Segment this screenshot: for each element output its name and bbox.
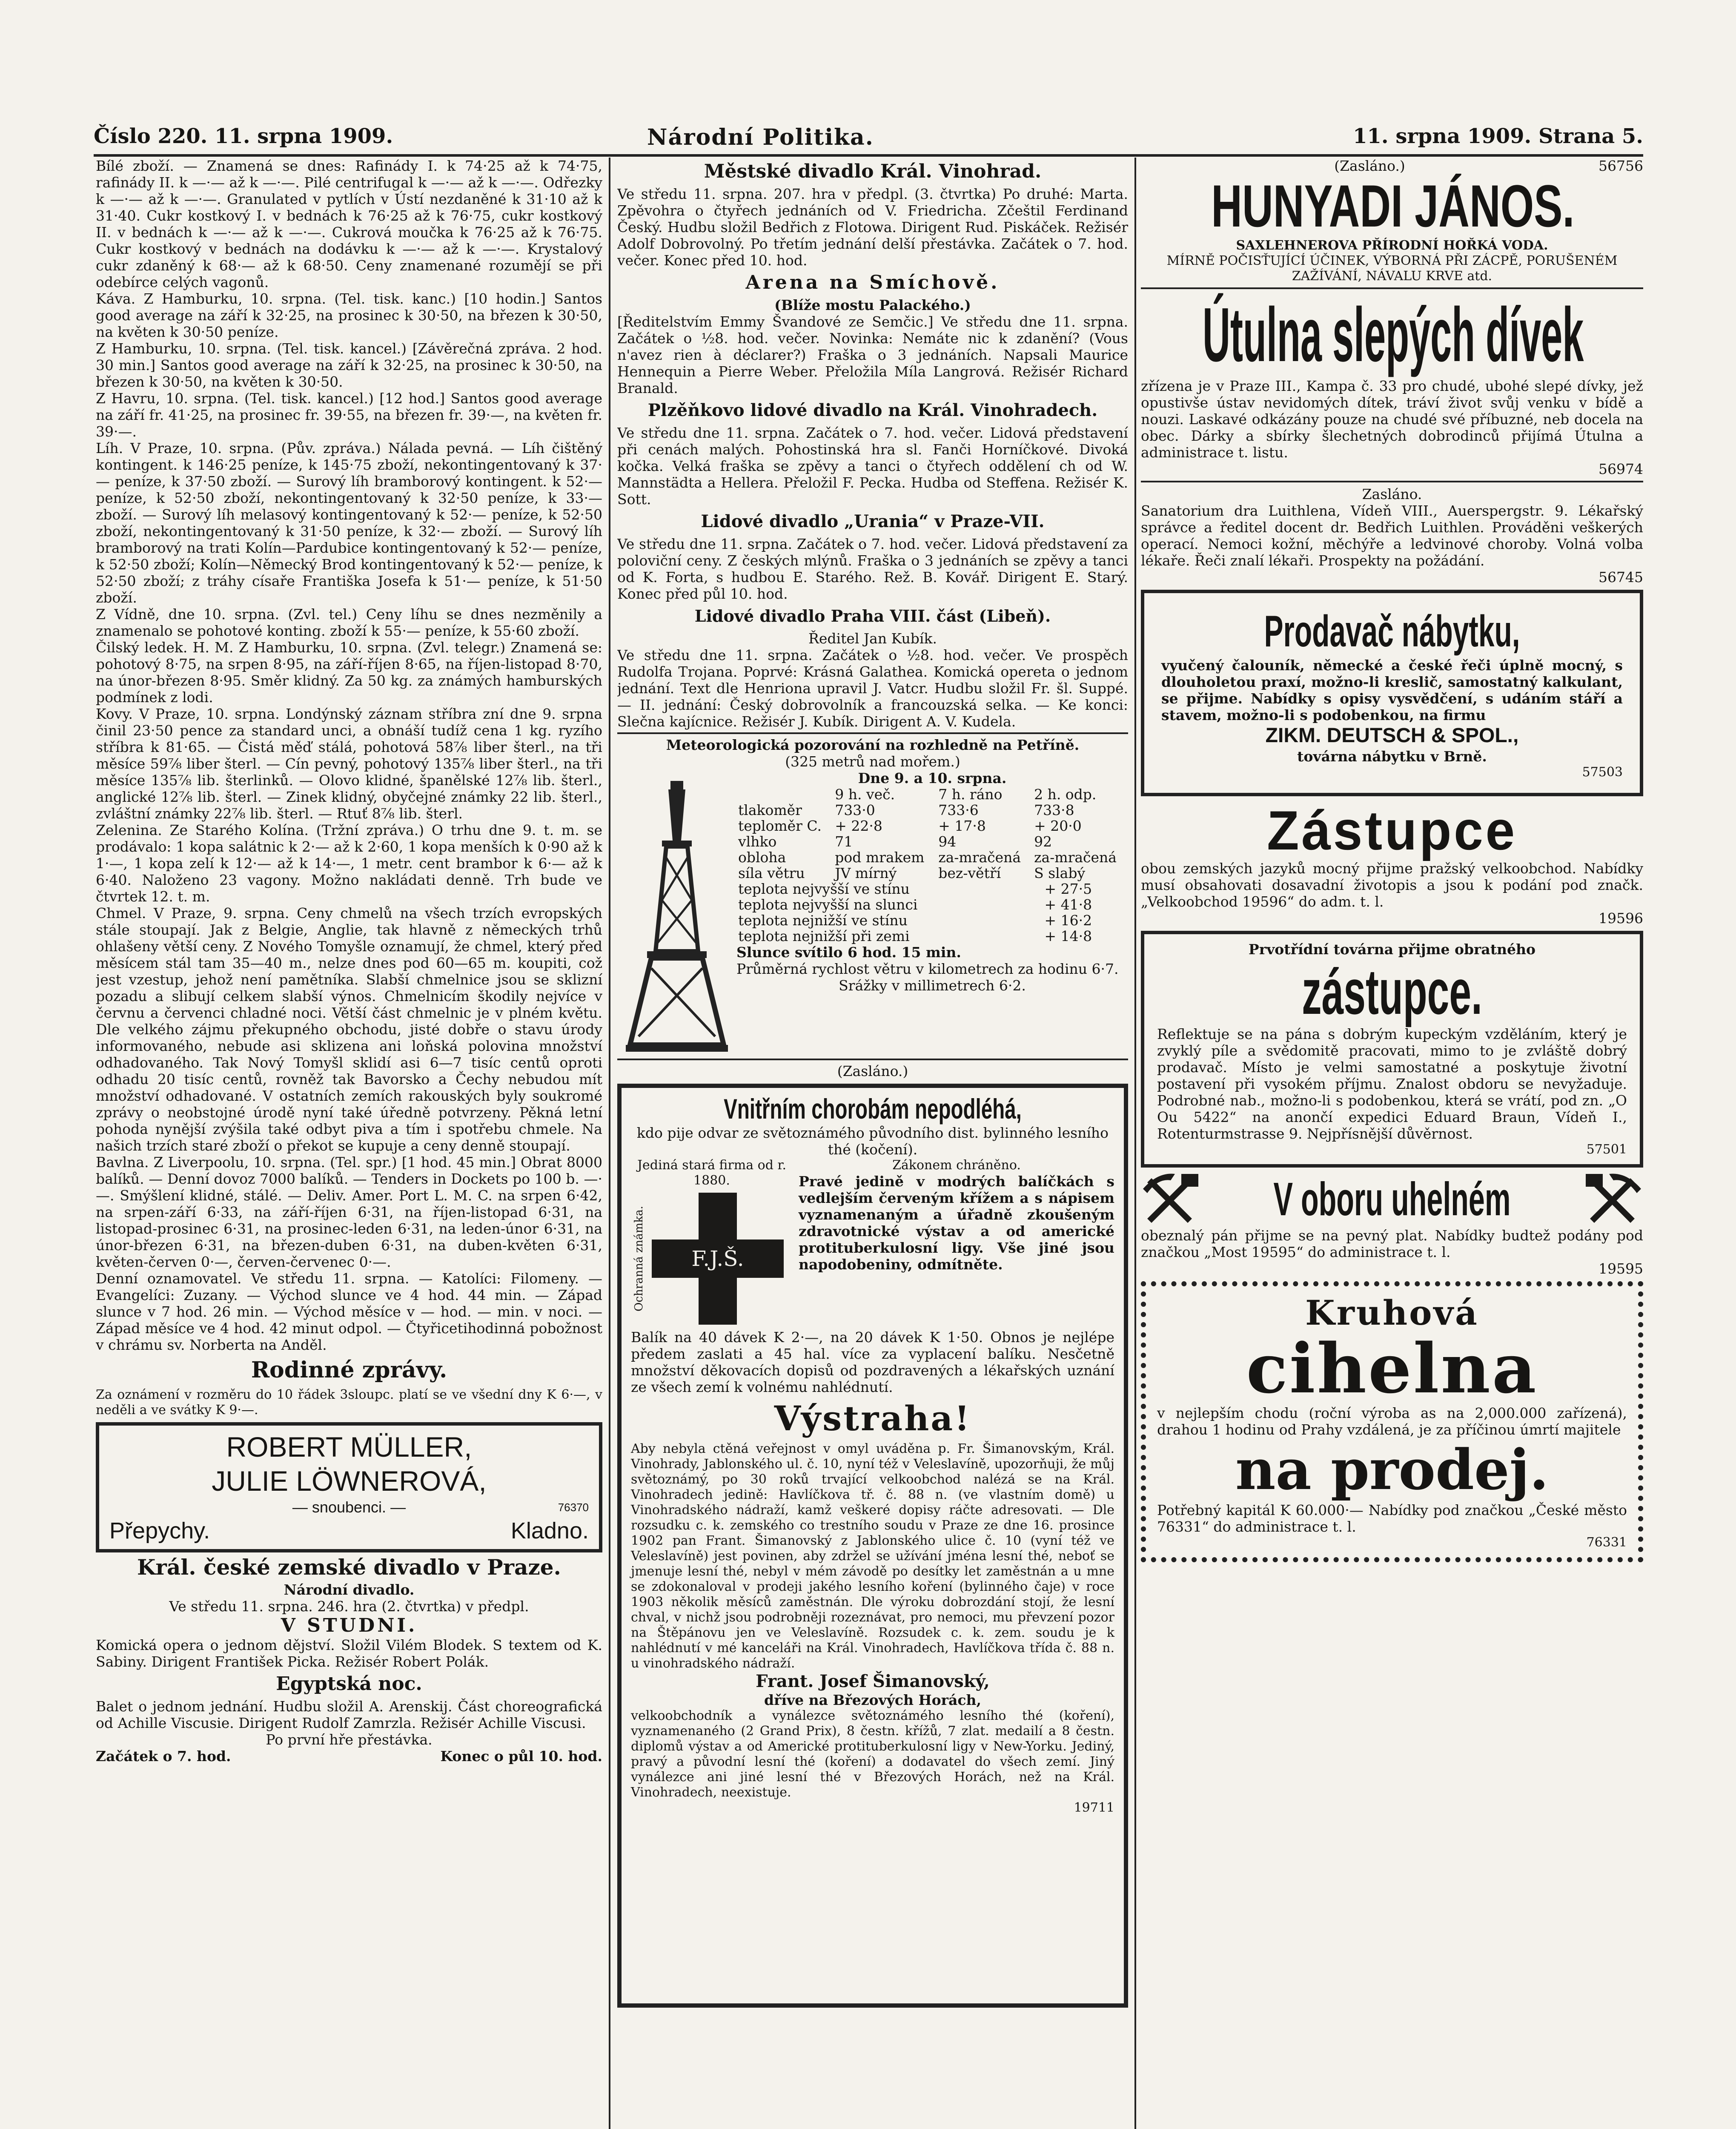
meteo-cell: teplota nejvyšší na slunci — [738, 896, 918, 913]
national-theatre-heading: Král. české zemské divadlo v Praze. — [137, 1555, 561, 1580]
agent-text: obou zemských jazyků mocný přijme pražský velkoobchod. Nabídky musí obsahovati dosavadní životopis a jsou k podání pod značk. „Velkoobchod 19596“ do adm. t. l. — [1141, 860, 1643, 910]
liben-heading: Lidové divadlo Praha VIII. část (Libeň). — [694, 606, 1051, 626]
vegetables-report: Zelenina. Ze Starého Kolína. (Tržní zpráva.) O trhu dne 9. t. m. se prodávalo: 1 kopa salátnic k 2·— až k 2·60, 1 kopa menších k 0·90 až k 1·—, 1 kopa zelí k 12·— až k 14·—, 1 metr. cent brambor k 6·— až k 6·40. Naloženo 23 vagony. Možno nakládati denně. Trh bude ve čtvrtek 12. t. m. — [96, 822, 602, 905]
shelter-heading: Útulna slepých dívek — [1203, 292, 1584, 378]
meteo-rain: Srážky v millimetrech 6·2. — [839, 977, 1026, 994]
play-description-egypt: Balet o jednom jednání. Hudbu složil A. Arenskij. Část choreografická od Achille Viscusie. Dirigent Rudolf Zamrzla. Režisér Achille Viscusi. — [96, 1698, 602, 1731]
meteo-cell: teplota nejnižší při zemi — [738, 928, 910, 944]
meteo-cell: za-mračená — [1034, 849, 1117, 866]
saltpetre-report: Čilský ledek. H. M. Z Hamburku, 10. srpna. (Zvl. telegr.) Znamená se: pohotový 8·75, na srpen 8·95, na září-říjen 8·65, na říjen-listopad 8·70, na únor-březen 8·95. Směr klidný. Za 50 kg. za známých hamburských podmínek z lodi. — [96, 639, 602, 706]
family-news-heading: Rodinné zprávy. — [251, 1357, 447, 1383]
meteo-wind: Průměrná rychlost větru v kilometrech za hodinu 6·7. — [736, 961, 1119, 977]
meteo-table — [736, 786, 1128, 881]
brickworks-title-2: cihelna — [1246, 1328, 1538, 1409]
brickworks-capital: Potřebný kapitál K 60.000·— Nabídky pod značkou „České město 76331“ do administrace t. l. — [1157, 1502, 1627, 1535]
signature-name: Frant. Josef Šimanovský, — [756, 1671, 990, 1691]
furniture-text: vyučený čalouník, německé a české řeči úplně mocný, s dlouholetou praxí, možno-li kreslič, samostatný kalkulant, se přijme. Nabídky s opisy vysvědčení, s udáním stáří a stavem, možno-li s podobenkou, na firmu — [1161, 657, 1623, 723]
furniture-ad — [1141, 590, 1643, 796]
furniture-firm-sub: továrna nábytku v Brně. — [1297, 748, 1487, 765]
section-rule — [617, 1059, 1128, 1060]
engagement-name-1: ROBERT MÜLLER, — [226, 1431, 472, 1463]
table-row — [736, 897, 1128, 912]
meteo-col: 2 h. odp. — [1034, 786, 1097, 803]
column-market-reports — [96, 158, 602, 2129]
table-row — [736, 834, 1128, 849]
ad-number: 57501 — [1586, 1142, 1627, 1157]
sent-in-label: (Zasláno.) — [837, 1063, 908, 1079]
warning-text: Aby nebyla ctěná veřejnost v omyl uváděna p. Fr. Šimanovským, Král. Vinohrady, Jablonského ul. č. 10, nyní též v Veleslavíně, upozorňuji, že můj světoznámý, po 30 roků trvající velkoobchod nalézá se na Král. Vinohradech jedině: Havlíčkova tř. č. 88 n. (ve vlastním domě) u Vinohradského nádraží, kamž veškeré dopisy ráčte adresovati. — Dle rozsudku c. k. zemského co trestního soudu v Praze ze dne 16. prosince 1902 pan Frant. Šimanovský z Jablonského ulice č. 10 (vyní též ve Veleslavíně) jest povinen, aby zdržel se užívání jména lesní thé, neboť se jmenuje lesní thé, nebyl v mém závodě po desítky let zaměstnán a u mne se zdokonaloval v prodeji jakého lesního koření (bylinného čaje) v roce 1903 několik měsíců zaměstnán. Dle výroku dobrozdání stojí, že lesní chval, v nichž jsou podrobněji rozeznávat, pro nemoci, mu převzení pozor na Štěpánovu jen ve Veleslavíně. Rozsudek c. k. zem. soudu je k nahlédnutí v mé kanceláři na Král. Vinohradech, Havlíčkova třída č. 88 n. u vinohradského nádraží. — [631, 1441, 1114, 1671]
forest-tea-intro: kdo pije odvar ze světoznámého původního dist. bylinného lesního thé (kočení). — [636, 1125, 1109, 1158]
furniture-heading: Prodavač nábytku, — [1264, 607, 1520, 656]
brickworks-title-1: Kruhová — [1305, 1293, 1479, 1333]
meteo-cell: pod mrakem — [835, 849, 925, 866]
forest-tea-protected: Zákonem chráněno. — [892, 1158, 1021, 1173]
shelter-text: zřízena je v Praze III., Kampa č. 33 pro chudé, ubohé slepé dívky, jež opustivše ústav nevidomých dítek, tráví život svůj venku v bídě a nouzi. Laskavé odkázány pouze na chudé své příbuzné, neb docela na obec. Dárky a sbírky šlechetných dobrodinců přijímá Útulna a administrace t. listu. — [1141, 378, 1643, 461]
urania-heading: Lidové divadlo „Urania“ v Praze-VII. — [701, 511, 1045, 531]
table-row — [736, 802, 1128, 818]
meteo-cell: síla větru — [738, 865, 805, 881]
masthead-title: Národní Politika. — [647, 124, 874, 150]
end-time: Konec o půl 10. hod. — [440, 1748, 602, 1765]
national-theatre-sub: Národní divadlo. — [284, 1581, 415, 1598]
factory-agent-text: Reflektuje se na pána s dobrým kupeckým vzděláním, který je zvyklý píle a svědomitě pracovati, mimo to je zvláště dobrý prodavač. Místo je velmi samostatné a poskytuje životní postavení při vysokém příjmu. Znalost obdoru se nevyžaduje. Podrobné nab., možno-li s podobenkou, která se vrátí, pod zn. „O Ou 5422“ na anončí expedici Eduard Braun, Vídeň I., Rotenturmstrasse 9. Nejpřísnější důvěrnost. — [1157, 1026, 1627, 1142]
meteo-cell: 733·0 — [835, 802, 875, 818]
hops-report: Chmel. V Praze, 9. srpna. Ceny chmelů na všech trzích evropských stále stoupají. Jak z Belgie, Anglie, tak hlavně z německých trhů ohlašeny větší ceny. Z Nového Tomyšle oznamují, že chmel, který před měsícem stál tam 35—40 m., nelze dnes pod 60—65 m. koupiti, což jest vzestup, jehož není pamětníka. Slabší chmelnice jsou se sklizní pozadu a slibují celkem slabší výnos. Chmelnicím škodily nejvíce v červnu a červenci chladné noci. Větší část chmelnic je v plném květu. Dle velkého zájmu překupného obchodu, jisté dobře o stavu úrody informovaného, nebude asi sklizena ani loňská polovina množství odhadovaného. Tak Nový Tomyšl sklidí asi 6—7 tisíc centů oproti odhadu 20 tisíc centů, rovněž tak Bavorsko a Čechy nebudou mít množství odhadované. V ostatních zemích rakouských byly soukromé zprávy o neobstojné úrodě nyní také úředně potvrzeny. Pěkná letní pohoda nynější zvýšila také odbyt piva a tím i spotřebu chmele. Na našich trzích staré zboží o překot se kupuje a ceny denně stoupají. — [96, 905, 602, 1154]
meteo-cell: teplota nejnižší ve stínu — [738, 912, 908, 929]
section-rule — [617, 732, 1128, 734]
table-row — [736, 818, 1128, 834]
brickworks-sale: na prodej. — [1235, 1437, 1549, 1502]
meteo-cell: + 41·8 — [1044, 896, 1092, 913]
urania-text: Ve středu dne 11. srpna. Začátek o 7. hod. večer. Lidová představení za poloviční ceny. Z českých mlýnů. Fraška o 3 jednáních se zpěvy a tanci od K. Forta, s hudbou E. Starého. Rež. B. Kovář. Dirigent E. Starý. Konec před půl 10. hod. — [617, 536, 1128, 602]
table-row — [736, 849, 1128, 865]
factory-agent-top: Prvotřídní továrna přijme obratného — [1248, 941, 1536, 958]
meteo-cell: + 14·8 — [1044, 928, 1092, 944]
engagement-place-left: Přepychy. — [109, 1518, 210, 1544]
hammer-pick-left-icon — [1141, 1172, 1200, 1227]
spirit-vienna: Z Vídně, dne 10. srpna. (Zvl. tel.) Ceny líhu se dnes nezměnily a znamenalo se pohotové konting. zboží k 55·— peníze, k 55·60 zboží. — [96, 606, 602, 639]
meteo-cell: obloha — [738, 849, 786, 866]
table-row — [736, 865, 1128, 881]
engagement-name-2: JULIE LÖWNEROVÁ, — [212, 1465, 487, 1497]
engagement-place-right: Kladno. — [510, 1518, 589, 1544]
vinohrady-theatre-text: Ve středu 11. srpna. 207. hra v předpl. (3. čtvrtka) Po druhé: Marta. Zpěvohra o čtyřech jednáních od V. Friedricha. Zčeštil Ferdinand Český. Hudbu složil Bedřich z Flotowa. Dirigent Rud. Piskáček. Režisér Adolf Dobrovolný. Po třetím jednání delší přestávka. Začátek o 7. hod. večer. Konec před 10. hod. — [617, 186, 1128, 269]
header-rule — [94, 154, 1643, 157]
intermission-note: Po první hře přestávka. — [266, 1731, 433, 1748]
column-rule-1 — [609, 158, 610, 2129]
hunyadi-sub2: MÍRNĚ POČISŤUJÍCÍ ÚČINEK, VÝBORNÁ PŘI ZÁCPĚ, PORUŠENÉM ZAŽÍVÁNÍ, NÁVALU KRVE atd. — [1166, 253, 1618, 284]
ad-number: 19595 — [1598, 1260, 1643, 1277]
forest-tea-firm: Jediná stará firma od r. 1880. — [637, 1158, 787, 1188]
meteo-subheading: (325 metrů nad mořem.) — [785, 753, 960, 770]
signature-text: velkoobchodník a vynálezce světoznámého lesního thé (koření), vyznamenaného (2 Grand Prix), 8 čestn. křížů, 7 zlat. medailí a 8 čestn. diplomů výstav a od Americké protituberkulosní ligy v New-Yorku. Jediný, pravý a původní lesní thé (koření) a dodavatel do všech zemí. Jiný vynálezce ani jiné lesní thé v Březových Horách, než na Král. Vinohradech, neexistuje. — [631, 1708, 1114, 1800]
ad-number: 56745 — [1598, 569, 1643, 585]
meteo-cell: tlakoměr — [738, 802, 802, 818]
meteo-col: 9 h. več. — [835, 786, 895, 803]
ad-number: 56756 — [1598, 158, 1643, 174]
trademark-letters: F.J.Š. — [691, 1246, 744, 1271]
meteo-cell: bez-větří — [938, 865, 1001, 881]
play-description-studni: Komická opera o jednom dějství. Složil Vilém Blodek. S textem od K. Sabiny. Dirigent František Picka. Režisér Robert Polák. — [96, 1637, 602, 1670]
column-theatres — [617, 158, 1128, 2129]
section-rule — [1141, 287, 1643, 289]
brickworks-text: v nejlepším chodu (roční výroba as na 2,000.000 zařízená), drahou 1 hodinu od Prahy vzdálená, je za příčinou úmrtí majitele — [1157, 1405, 1627, 1438]
forest-tea-ad — [617, 1084, 1128, 2008]
daily-calendar: Denní oznamovatel. Ve středu 11. srpna. — Katolíci: Filomeny. — Evangelíci: Zuzany. — Východ slunce ve 4 hod. 44 min. — Západ slunce v 7 hod. 26 min. — Východ měsíce v — hod. — min. v noci. — Západ měsíce ve 4 hod. 42 minut odpol. — Čtyřicetihodinná pobožnost v chrámu sv. Norberta na Anděl. — [96, 1270, 602, 1353]
table-row — [736, 928, 1128, 944]
metals-report: Kovy. V Praze, 10. srpna. Londýnský záznam stříbra zní dne 9. srpna činil 23·50 pence za standard unci, a obnáší tudíž cena 1 kg. ryzího stříbra k 81·65. — Čistá měď stálá, pohotová 58⅞ liber šterl., na tři měsíce 59⅞ liber šterl. — Cín pevný, pohotový 135⅞ liber šterl., na tři měsíce 135⅞ lib. šterlinků. — Olovo klidné, španělské 12⅞ lib. šterl., anglické 12⅞ lib. šterl. — Zinek klidný, obyčejné známky 22 lib. šterl., zvláštní známky 22⅞ lib. šterl. — Rtuť 8⅞ lib. šterl. — [96, 706, 602, 822]
sugar-report: Bílé zboží. — Znamená se dnes: Rafinády I. k 74·25 až k 74·75, rafinády II. k —·— až k —·—. Pilé centrifugal k —·— až k —·—. Odřezky k —·— až k —·—. Granulated v pytlích v Ústí nezdaněné k 31·10 až k 31·40. Cukr kostkový I. v bednách k 76·25 až k 76·75, cukr kostkový II. v bednách k —·— až k —·—. Cukrová moučka k 76·25 až k 76·75. Cukr kostkový v bednách na dodávku k —·— až k —·—. Krystalový cukr zdaněný k 68·— až k 68·50. Ceny znamenané rozumějí se při odebírce celých vagonů. — [96, 158, 602, 290]
factory-agent-heading: zástupce. — [1302, 956, 1482, 1027]
warning-heading: Výstraha! — [774, 1398, 971, 1438]
play-title-studni: V STUDNI. — [281, 1615, 418, 1636]
arena-heading: Arena na Smíchově. — [745, 272, 1000, 293]
meteo-heading: Meteorologická pozorování na rozhledně na Petříně. — [666, 737, 1080, 753]
hunyadi-sub: SAXLEHNEROVA PŘÍRODNÍ HOŘKÁ VODA. — [1236, 238, 1548, 253]
arena-subheading: (Blíže mostu Palackého.) — [774, 297, 971, 313]
sanatorium-text: Sanatorium dra Luithlena, Vídeň VIII., Auerspergstr. 9. Lékařský správce a ředitel docent dr. Bedřich Luithlen. Prováděni veškerých operací. Nemoci kožní, měchýře a ledvinové choroby. Volná volba lékaře. Řeči znalí lékaři. Prospekty na požádání. — [1141, 502, 1643, 569]
meteo-cell: teploměr C. — [738, 818, 822, 834]
meteo-cell: 94 — [938, 833, 957, 850]
coal-heading: V oboru uhelném — [1273, 1173, 1511, 1225]
coffee-hamburg-close: Z Hamburku, 10. srpna. (Tel. tisk. kancel.) [Závěrečná zpráva. 2 hod. 30 min.] Santos good average na září k 32·25, na prosinec k 30·50, na březen k 30·50, na květen k 30·50. — [96, 340, 602, 390]
brickworks-ad — [1141, 1281, 1643, 1562]
meteo-cell: 71 — [835, 833, 853, 850]
coffee-havre: Z Havru, 10. srpna. (Tel. tisk. kancel.) [12 hod.] Santos good average na září fr. 41·25, na prosinec fr. 39·55, na březen fr. 39·—, na květen fr. 39·—. — [96, 390, 602, 440]
issue-date: Číslo 220. 11. srpna 1909. — [94, 124, 393, 148]
furniture-firm: ZIKM. DEUTSCH & SPOL., — [1265, 724, 1519, 747]
vinohrady-theatre-heading: Městské divadlo Král. Vinohrad. — [704, 161, 1042, 182]
meteo-cell: JV mírný — [835, 865, 897, 881]
plzenkovo-heading: Plzěňkovo lidové divadlo na Král. Vinohradech. — [647, 400, 1098, 420]
national-theatre-date: Ve středu 11. srpna. 246. hra (2. čtvrtka) v předpl. — [169, 1598, 529, 1615]
meteo-cell: teplota nejvyšší ve stínu — [738, 881, 910, 897]
forest-tea-genuine: Pravé jedině v modrých balíčkách s vedlejším červeným křížem a s nápisem vyznamenaným a úřadně zkoušeným zdravotnické výstav a od americké protituberkulosní ligy. Vše jiné jsou napodobeniny, odmítněte. — [799, 1173, 1114, 1273]
ad-number: 76331 — [1586, 1535, 1627, 1550]
table-row — [736, 912, 1128, 928]
meteo-cell: + 16·2 — [1044, 912, 1092, 929]
arena-text: [Ředitelstvím Emmy Švandové ze Semčic.] Ve středu dne 11. srpna. Začátek o ½8. hod. večer. Novinka: Nemáte nic k zdanění? (Vous n'avez rien à déclarer?) Fraška o 3 jednáních. Napsali Maurice Hennequin a Pierre Weber. Přeložila Míla Langrová. Režisér Richard Branald. — [617, 313, 1128, 396]
sent-in-label: Zasláno. — [1362, 486, 1422, 502]
meteo-col: 7 h. ráno — [938, 786, 1003, 803]
meteo-cell: + 27·5 — [1044, 881, 1092, 897]
coffee-hamburg: Káva. Z Hamburku, 10. srpna. (Tel. tisk. kanc.) [10 hodin.] Santos good average na září k 32·25, na prosinec k 30·50, na březen k 30·50, na květen k 30·50 peníze. — [96, 290, 602, 340]
ad-number: 57503 — [1582, 765, 1623, 780]
column-rule-2 — [1134, 158, 1136, 2129]
meteo-cell: + 17·8 — [938, 818, 986, 834]
signature-sub: dříve na Březových Horách, — [764, 1692, 981, 1708]
engagement-label: snoubenci. — [312, 1498, 387, 1516]
page-number: 11. srpna 1909. Strana 5. — [1353, 124, 1643, 148]
hunyadi-logo: HUNYADI JÁNOS. — [1211, 172, 1575, 239]
meteo-cell: 733·6 — [938, 802, 979, 818]
hammer-pick-right-icon — [1584, 1172, 1643, 1227]
table-row — [736, 881, 1128, 897]
play-title-egypt: Egyptská noc. — [276, 1673, 422, 1695]
meteo-cell: + 22·8 — [835, 818, 882, 834]
coal-text: obeznalý pán přijme se na pevný plat. Nabídky budtež podány pod značkou „Most 19595“ do administrace t. l. — [1141, 1227, 1643, 1260]
ad-number: 56974 — [1598, 461, 1643, 477]
ad-number: 19711 — [1074, 1800, 1114, 1815]
forest-tea-heading: Vnitřním chorobám nepodléhá, — [724, 1093, 1022, 1125]
liben-director: Ředitel Jan Kubík. — [808, 630, 937, 647]
page-header — [94, 124, 1643, 154]
factory-agent-ad — [1141, 931, 1643, 1168]
petrin-tower-icon — [617, 772, 736, 1053]
meteo-cell: + 20·0 — [1034, 818, 1082, 834]
red-cross-trademark-icon — [647, 1188, 788, 1329]
cotton-report: Bavlna. Z Liverpoolu, 10. srpna. (Tel. spr.) [1 hod. 45 min.] Obrat 8000 balíků. — Denní dovoz 7000 balíků. — Tenders in Dockets po 100 b. —·—. Smýšlení klidné, stálé. — Deliv. Amer. Port L. M. C. na srpen 6·42, na srpen-září 6·33, na září-říjen 6·31, na říjen-listopad 6·31, na listopad-prosinec 6·31, na prosinec-leden 6·31, na leden-únor 6·31, na únor-březen 6·31, na březen-duben 6·31, na duben-květen 6·31, květen-červen 0·—, červen-červenec 0·—. — [96, 1154, 602, 1270]
meteo-cell: 92 — [1034, 833, 1052, 850]
meteo-cell: za-mračená — [938, 849, 1021, 866]
agent-heading: Zástupce — [1267, 799, 1517, 861]
column-advertisements — [1141, 158, 1643, 2129]
meteo-sunshine: Slunce svítilo 6 hod. 15 min. — [736, 944, 961, 961]
sent-in-label: (Zasláno.) — [1334, 158, 1405, 174]
trademark-label: Ochranná známka. — [633, 1206, 645, 1311]
meteo-cell: vlhko — [738, 833, 777, 850]
meteo-cell: 733·8 — [1034, 802, 1074, 818]
ad-number: 19596 — [1598, 910, 1643, 927]
engagement-notice: ROBERT MÜLLER, JULIE LÖWNEROVÁ, — snoubenci. — 76370 Přepychy. Kladno. — [96, 1422, 602, 1552]
liben-text: Ve středu dne 11. srpna. Začátek o ½8. hod. večer. Ve prospěch Rudolfa Trojana. Poprvé: Krásná Galathea. Komická opereta o jednom jednání. Text dle Henriona upravil J. Vatcr. Hudbu složil Fr. šl. Suppé. — II. jednání: Český dobrovolník a francouzská selka. — Ke konci: Slečna kajícnice. Režisér J. Kubík. Dirigent A. V. Kudela. — [617, 647, 1128, 730]
meteo-cell: S slabý — [1034, 865, 1086, 881]
start-time: Začátek o 7. hod. — [96, 1748, 231, 1765]
meteo-table-header — [736, 786, 1128, 802]
engagement-number: 76370 — [558, 1501, 589, 1514]
forest-tea-prices: Balík na 40 dávek K 2·—, na 20 dávek K 1·50. Obnos je nejlépe předem zaslati a 45 hal. více za vyplacení balíku. Nesčetně množství děkovacích dopisů od pozdravených a lékařských uznání ze všech zemí k volnému nahlédnutí. — [631, 1329, 1114, 1395]
spirit-report: Líh. V Praze, 10. srpna. (Pův. zpráva.) Nálada pevná. — Líh čištěný kontingent. k 146·25 peníze, k 145·75 zboží, nekontingentovaný k 37·— peníze, k 37·50 zboží. — Surový líh bramborový kontingent. k 52·— peníze, k 52·50 zboží, nekontingentovaný k 32·50 peníze, k 33·— zboží. — Surový líh melasový kontingentovaný k 52·— peníze, k 52·50 zboží, nekontingentovaný k 31·50 peníze, k 32·— zboží. — Surový líh bramborový na trati Kolín—Pardubice kontingentovaný k 52·— peníze, k 52·50 zboží; Kolín—Německý Brod kontingentovaný k 52·— peníze, k 52·50 zboží; z tráhy císaře Františka Josefa k 51·— peníze, k 51·50 zboží. — [96, 440, 602, 606]
plzenkovo-text: Ve středu dne 11. srpna. Začátek o 7. hod. večer. Lidová představení při cenách malých. Pohostinská hra sl. Fanči Horníčkové. Divoká kočka. Velká fraška se zpěvy a tanci o čtyřech oddělení ch od W. Mannstädta a Hellera. Přeložil F. Pecka. Hudba od Steffena. Režisér K. Sott. — [617, 425, 1128, 508]
family-news-rates: Za oznámení v rozměru do 10 řádek 3sloupc. platí se ve všední dny K 6·—, v neděli a ve svátky K 9·—. — [96, 1387, 602, 1417]
meteo-date: Dne 9. a 10. srpna. — [858, 770, 1007, 786]
section-rule — [1141, 481, 1643, 482]
meteo-extremes — [736, 881, 1128, 944]
